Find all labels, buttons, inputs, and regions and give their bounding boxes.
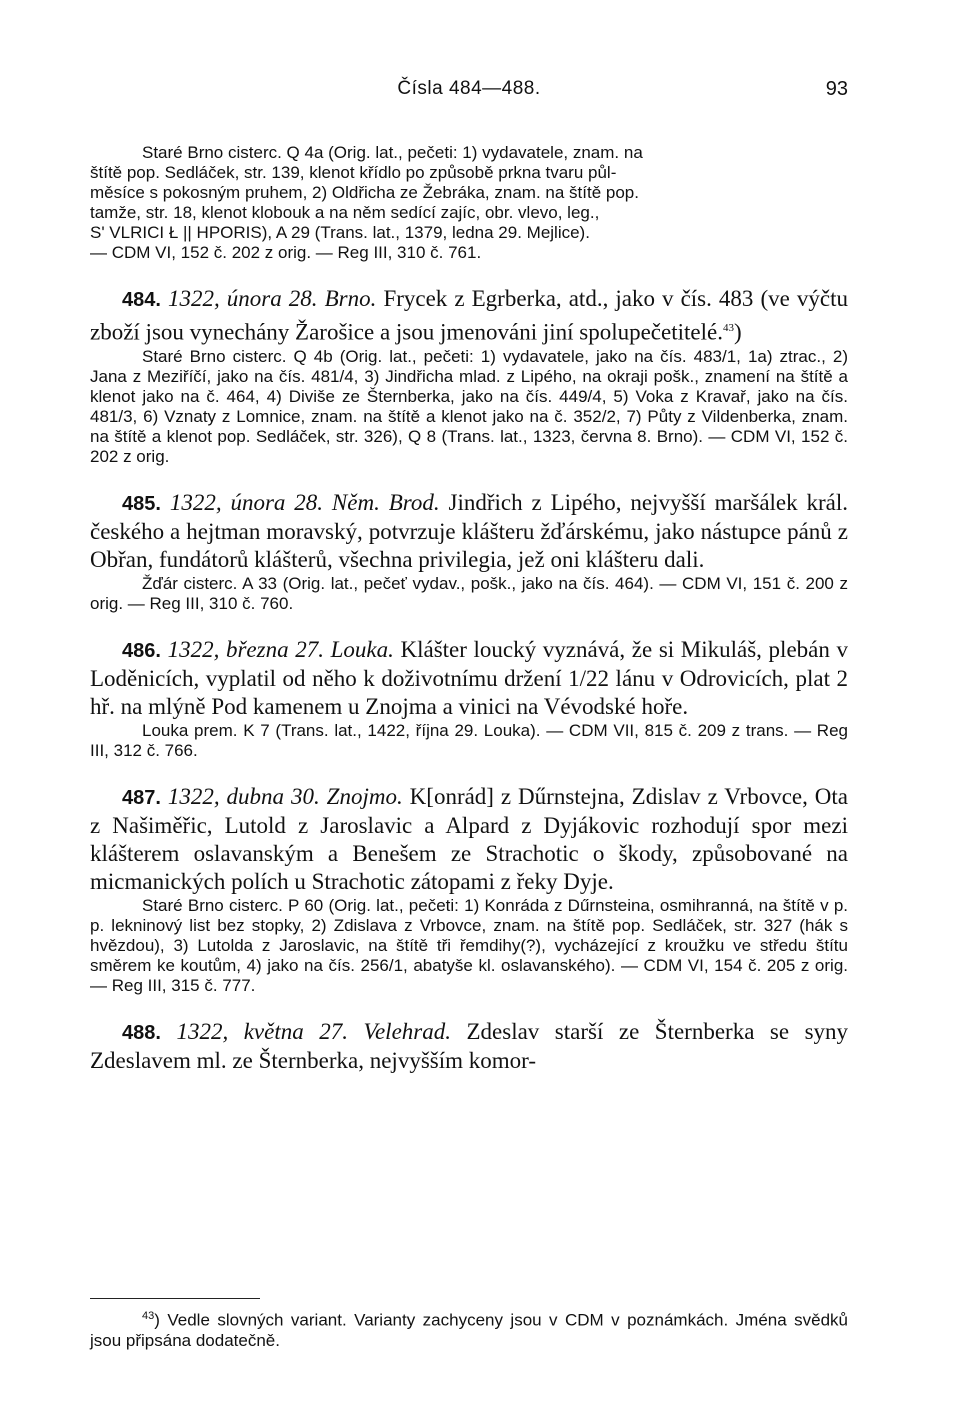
entry-body: K[onrád] z Dűrnstejna, Zdislav z Vrbovce, Ota z Našiměřic, Lutold z Jaroslavic a Alpard z Dyjákovic rozhodují spor mezi klášterem oslavanským a Benešem ze Strachotic o škody, způsobované na micmanických polích u Strachotic zátopami z řeky Dyje. — [90, 783, 849, 894]
footnote-body: ) Vedle slovných variant. Varianty zachyceny jsou v CDM v poznámkách. Jména svědků jsou připsána dodatečně. — [90, 1310, 848, 1350]
entry-number: 487. — [122, 786, 161, 809]
page-number: 93 — [825, 78, 848, 100]
entry-number: 488. — [122, 1021, 161, 1044]
footnote-mark: 43 — [142, 1310, 155, 1322]
entry-text — [90, 285, 848, 347]
entry-source: Staré Brno cisterc. P 60 (Orig. lat., pečeti: 1) Konráda z Dűrnsteina, osmihranná, na štítě v p. p. lekninový list bez stopky, 2) Zdislava z Vrbovce, znam. na štítě pop. Sedláček, str. 327 (hák s hvězdou), 3) Lutolda z Jaroslavic, na štítě tři řemdihy(?), vycházející z kroužku ve středu štítu směrem ke koutům, 4) jako na čís. 256/1, abatyše kl. oslavanského). — CDM VI, 154 č. 205 z orig. — Reg III, 315 č. 777. — [90, 895, 848, 995]
running-header — [90, 78, 848, 108]
footnote-text — [90, 1306, 848, 1351]
entry-486 — [90, 636, 848, 761]
entry-485 — [90, 489, 848, 614]
footnote — [90, 1306, 848, 1351]
entry-body: Frycek z Egrberka, atd., jako v čís. 483 (ve výčtu zboží jsou vynechány Žarošice a jsou jmenováni jiní spolupečetitelé. — [90, 286, 849, 345]
entry-488 — [90, 1018, 848, 1075]
entry-body-end: ) — [733, 319, 742, 345]
intro-line: měsíce s pokosným pruhem, 2) Oldřicha ze Žebráka, znam. na štítě pop. — [90, 183, 639, 202]
entry-text — [90, 636, 848, 721]
intro-line: S' VLRICI Ł || HPORIS), A 29 (Trans. lat., 1379, ledna 29. Mejlice). — [90, 223, 590, 242]
intro-line: Staré Brno cisterc. Q 4a (Orig. lat., pečeti: 1) vydavatele, znam. na — [142, 143, 643, 162]
intro-line: — CDM VI, 152 č. 202 z orig. — Reg III, 310 č. 761. — [90, 243, 482, 262]
header-title: Čísla 484—488. — [397, 78, 541, 99]
entry-number: 485. — [122, 492, 161, 515]
entry-body: Klášter loucký vyznává, že si Mikuláš, plebán v Loděnicích, vyplatil od něho k doživotnímu držení 1/22 lánu v Odrovicích, plat 2 hř. na mlýně Pod kamenem u Znojma a vinici na Vévodské hoře. — [90, 636, 849, 719]
intro-line: tamže, str. 18, klenot klobouk a na něm sedící zajíc, obr. vlevo, leg., — [90, 203, 600, 222]
entry-number: 486. — [122, 639, 161, 662]
entry-body: Jindřich z Lipého, nejvyšší maršálek král. českého a hejtman moravský, potvrzuje klášteru žďárskému, jako nástupce pánů z Obřan, fundátorů klášterů, všechna privilegia, jež oni klášteru dali. — [90, 489, 849, 572]
entry-date: 1322, dubna 30. Znojmo. — [167, 783, 403, 809]
entry-date: 1322, března 27. Louka. — [167, 636, 394, 662]
page-body — [90, 143, 848, 1075]
entry-source: Louka prem. K 7 (Trans. lat., 1422, října 29. Louka). — CDM VII, 815 č. 209 z trans. — Reg III, 312 č. 766. — [90, 720, 848, 760]
intro-line: štítě pop. Sedláček, str. 139, klenot křídlo po způsobě prkna tvaru půl- — [90, 163, 617, 182]
entry-number: 484. — [122, 289, 161, 311]
footnote-divider — [90, 1298, 260, 1299]
entry-date: 1322, května 27. Velehrad. — [176, 1018, 451, 1044]
entry-body: Zdeslav starší ze Šternberka se syny Zdeslavem ml. ze Šternberka, nejvyšším komor- — [90, 1018, 849, 1073]
entry-source: Žďár cisterc. A 33 (Orig. lat., pečeť vydav., pošk., jako na čís. 464). — CDM VI, 151 č. 200 z orig. — Reg III, 310 č. 760. — [90, 573, 848, 613]
entry-date: 1322, února 28. Něm. Brod. — [169, 489, 440, 515]
entry-text — [90, 489, 848, 574]
entry-date: 1322, února 28. Brno. — [168, 286, 377, 311]
entry-text — [90, 783, 848, 896]
entry-484 — [90, 285, 848, 467]
entry-487 — [90, 783, 848, 996]
entry-source: Staré Brno cisterc. Q 4b (Orig. lat., pečeti: 1) vydavatele, jako na čís. 483/1, 1a) ztrac., 2) Jana z Meziříčí, jako na čís. 481/4, 3) Jindřicha mlad. z Lipého, na okraji pošk., znamení na štítě a klenot jako na č. 464, 4) Diviše ze Šternberka, jako na čís. 449/4, 5) Voka z Kravař, jako na čís. 481/3, 6) Vznaty z Lomnice, znam. na štítě a klenot jako na č. 352/2, 7) Půty z Vildenberka, znam. na štítě a klenot pop. Sedláček, str. 326), Q 8 (Trans. lat., 1323, června 8. Brno). — CDM VI, 152 č. 202 z orig. — [90, 346, 848, 466]
intro-source-note — [90, 143, 848, 263]
footnote-reference[interactable]: 43 — [722, 322, 734, 334]
entry-text — [90, 1018, 848, 1075]
